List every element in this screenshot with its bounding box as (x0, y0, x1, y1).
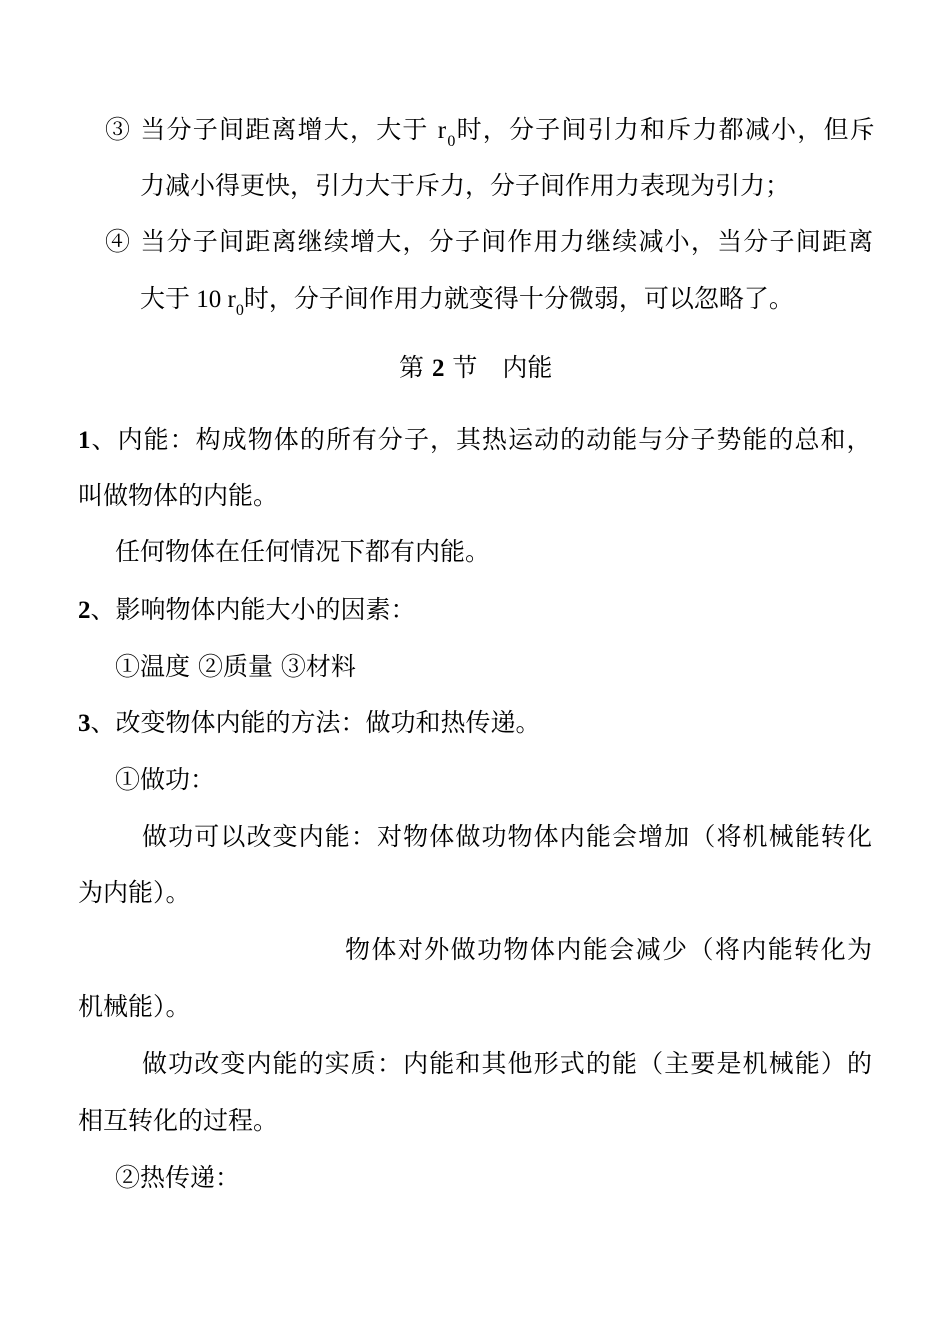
subscript: 0 (235, 302, 244, 319)
subscript: 0 (447, 133, 457, 150)
section-title-prefix: 第 (399, 353, 432, 382)
text-line: 做功可以改变内能：对物体做功物体内能会增加（将机械能转化 (142, 822, 874, 851)
text-line (78, 425, 873, 456)
text-segment: 、影响物体内能大小的因素： (90, 595, 416, 624)
text-segment: 大于 10 (140, 286, 228, 313)
text-segment: ③ 当分子间距离增大，大于 (105, 115, 438, 144)
text-segment: 、改变物体内能的方法：做功和热传递。 (90, 708, 541, 737)
item-number: 1 (78, 427, 92, 454)
text-line: 为内能）。 (78, 878, 191, 907)
text-line: 相互转化的过程。 (78, 1106, 279, 1135)
text-line: ①温度 ②质量 ③材料 (115, 652, 356, 681)
text-line: 物体对外做功物体内能会减少（将内能转化为 (345, 935, 874, 964)
item-number: 2 (78, 597, 91, 624)
variable-r: r (227, 286, 236, 313)
section-title-suffix: 节 内能 (444, 353, 553, 382)
text-line (105, 115, 876, 149)
text-segment: 时，分子间作用力就变得十分微弱，可以忽略了。 (243, 284, 794, 313)
variable-r: r (437, 117, 448, 144)
text-segment: 、内能：构成物体的所有分子，其热运动的动能与分子势能的总和， (91, 425, 873, 454)
text-line: 力减小得更快，引力大于斥力，分子间作用力表现为引力； (140, 171, 791, 200)
section-title (399, 353, 552, 384)
text-line: ②热传递： (115, 1163, 241, 1192)
text-segment: 时，分子间引力和斥力都减小，但斥 (456, 115, 876, 144)
text-line: 叫做物体的内能。 (78, 481, 279, 510)
item-number: 3 (78, 710, 91, 737)
text-line: ①做功： (115, 765, 216, 794)
text-line (78, 595, 416, 626)
text-line: 机械能）。 (78, 992, 191, 1021)
text-line (140, 284, 794, 318)
section-number: 2 (431, 355, 445, 382)
text-line (78, 708, 541, 739)
text-line: 任何物体在任何情况下都有内能。 (115, 537, 491, 566)
text-line: 做功改变内能的实质：内能和其他形式的能（主要是机械能）的 (142, 1049, 874, 1078)
text-line: ④ 当分子间距离继续增大，分子间作用力继续减小，当分子间距离 (105, 227, 875, 256)
